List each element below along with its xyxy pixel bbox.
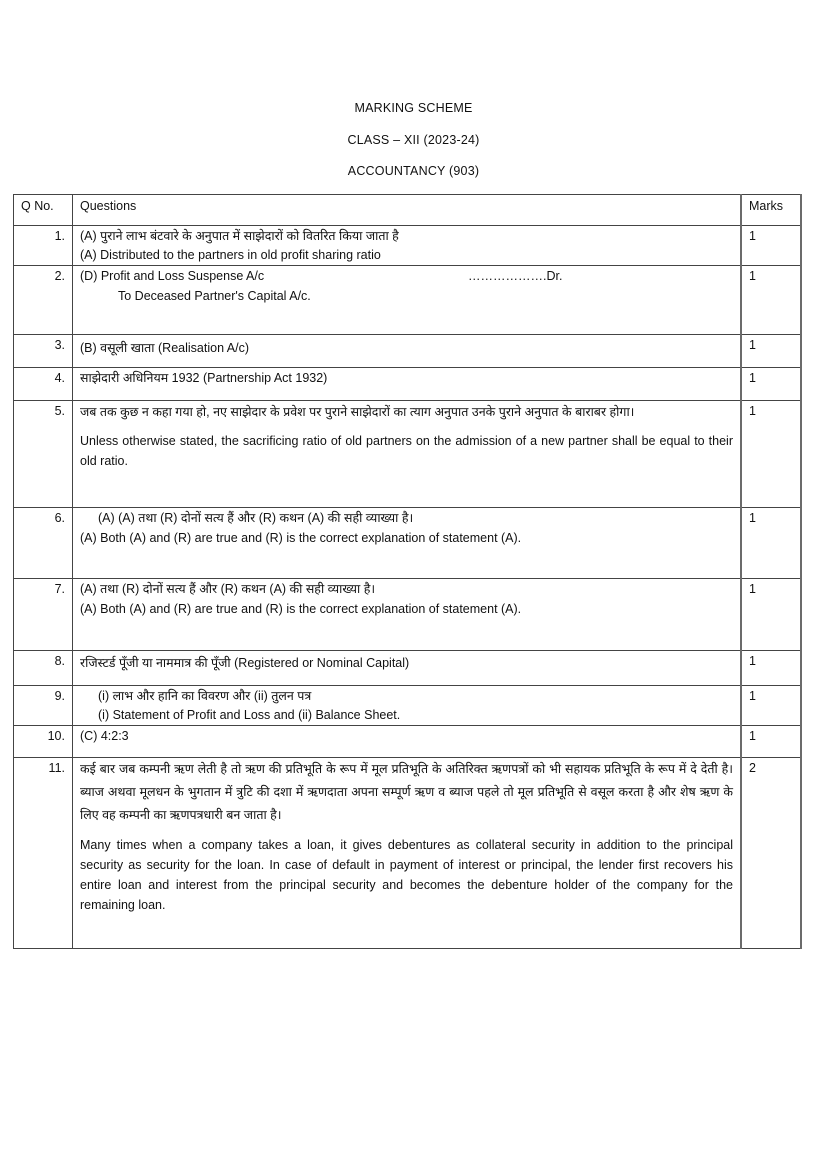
answer-cell	[73, 686, 742, 726]
marking-scheme-table	[13, 194, 802, 949]
journal-entry-credit: To Deceased Partner's Capital A/c.	[118, 289, 311, 303]
answer-hindi: (A) तथा (R) दोनों सत्य हैं और (R) कथन (A) की सही व्याख्या है।	[80, 582, 376, 596]
marks-cell: 1	[741, 651, 801, 686]
answer-cell	[73, 508, 742, 579]
table-row	[14, 758, 802, 949]
answer-hindi: कई बार जब कम्पनी ऋण लेती है तो ऋण की प्रतिभूति के रूप में मूल प्रतिभूति के अतिरिक्त ऋणपत्रों को भी सहायक प्रतिभूति के रूप में दे देती है। ब्याज अथवा मूलधन के भुगतान में त्रुटि की दशा में ऋणदाता अपना सम्पूर्ण ऋण व ब्याज पहले तो मूल प्रतिभूति से वसूल करता है और शेष ऋण के लिए वह कम्पनी का ऋणपत्रधारी बन जाता है।	[80, 762, 733, 822]
class-line: CLASS – XII (2023-24)	[347, 133, 480, 147]
question-number: 2.	[14, 266, 73, 335]
marks-cell: 2	[741, 758, 801, 949]
table-row	[14, 335, 802, 368]
table-row	[14, 226, 802, 266]
question-number: 3.	[14, 335, 73, 368]
marks-cell: 1	[741, 579, 801, 651]
question-number: 7.	[14, 579, 73, 651]
table-row	[14, 579, 802, 651]
question-number: 10.	[14, 726, 73, 758]
answer-text: रजिस्टर्ड पूँजी या नाममात्र की पूँजी (Registered or Nominal Capital)	[80, 656, 410, 670]
answer-cell	[73, 758, 742, 949]
answer-hindi: (A) पुराने लाभ बंटवारे के अनुपात में साझेदारों को वितरित किया जाता है	[80, 229, 399, 243]
debit-account: (D) Profit and Loss Suspense A/c	[80, 269, 265, 283]
answer-english: (A) Both (A) and (R) are true and (R) is the correct explanation of statement (A).	[80, 531, 522, 545]
marks-cell: 1	[741, 686, 801, 726]
answer-hindi: (A) (A) तथा (R) दोनों सत्य हैं और (R) कथन (A) की सही व्याख्या है।	[98, 511, 414, 525]
header-qno: Q No.	[14, 195, 73, 226]
question-number: 1.	[14, 226, 73, 266]
marks-cell: 1	[741, 401, 801, 508]
answer-text: (C) 4:2:3	[80, 729, 129, 743]
table-row	[14, 266, 802, 335]
table-header-row	[14, 195, 802, 226]
answer-cell	[73, 335, 742, 368]
answer-cell	[73, 368, 742, 401]
question-number: 5.	[14, 401, 73, 508]
answer-hindi: जब तक कुछ न कहा गया हो, नए साझेदार के प्रवेश पर पुराने साझेदारों का त्याग अनुपात उनके पुराने अनुपात के बाराबर होगा।	[80, 405, 635, 419]
answer-english: (i) Statement of Profit and Loss and (ii) Balance Sheet.	[98, 708, 401, 722]
answer-cell	[73, 266, 742, 335]
marks-cell: 1	[741, 726, 801, 758]
paragraph-gap	[80, 423, 733, 431]
paragraph-gap	[80, 827, 733, 835]
answer-cell	[73, 401, 742, 508]
table-row	[14, 726, 802, 758]
answer-cell	[73, 226, 742, 266]
answer-text: (B) वसूली खाता (Realisation A/c)	[80, 341, 250, 355]
answer-text: साझेदारी अधिनियम 1932 (Partnership Act 1932)	[80, 371, 328, 385]
answer-cell	[73, 579, 742, 651]
marks-cell: 1	[741, 226, 801, 266]
answer-hindi: (i) लाभ और हानि का विवरण और (ii) तुलन पत्र	[98, 689, 312, 703]
table-row	[14, 651, 802, 686]
document-title: MARKING SCHEME	[354, 101, 473, 115]
marks-cell: 1	[741, 368, 801, 401]
answer-english: (A) Both (A) and (R) are true and (R) is the correct explanation of statement (A).	[80, 602, 522, 616]
header-marks: Marks	[741, 195, 801, 226]
table-row	[14, 368, 802, 401]
answer-cell	[73, 651, 742, 686]
debit-marker: ……………….Dr.	[468, 269, 563, 283]
question-number: 9.	[14, 686, 73, 726]
marks-cell: 1	[741, 335, 801, 368]
answer-cell	[73, 726, 742, 758]
answer-english: (A) Distributed to the partners in old profit sharing ratio	[80, 248, 381, 262]
question-number: 8.	[14, 651, 73, 686]
answer-english: Many times when a company takes a loan, it gives debentures as collateral security in addition to the principal security as security for the loan. In case of default in payment of interest or principal, the lender first recovers his entire loan and interest from the principal security and becomes the debenture holder of the company for the remaining loan.	[80, 838, 733, 912]
marks-cell: 1	[741, 508, 801, 579]
header-questions: Questions	[73, 195, 742, 226]
subject-line: ACCOUNTANCY (903)	[347, 164, 480, 178]
question-number: 6.	[14, 508, 73, 579]
table-row	[14, 686, 802, 726]
table-row	[14, 401, 802, 508]
question-number: 11.	[14, 758, 73, 949]
question-number: 4.	[14, 368, 73, 401]
table-row	[14, 508, 802, 579]
answer-english: Unless otherwise stated, the sacrificing ratio of old partners on the admission of a new partner shall be equal to their old ratio.	[80, 434, 733, 468]
marks-cell: 1	[741, 266, 801, 335]
journal-entry-debit	[80, 266, 733, 286]
